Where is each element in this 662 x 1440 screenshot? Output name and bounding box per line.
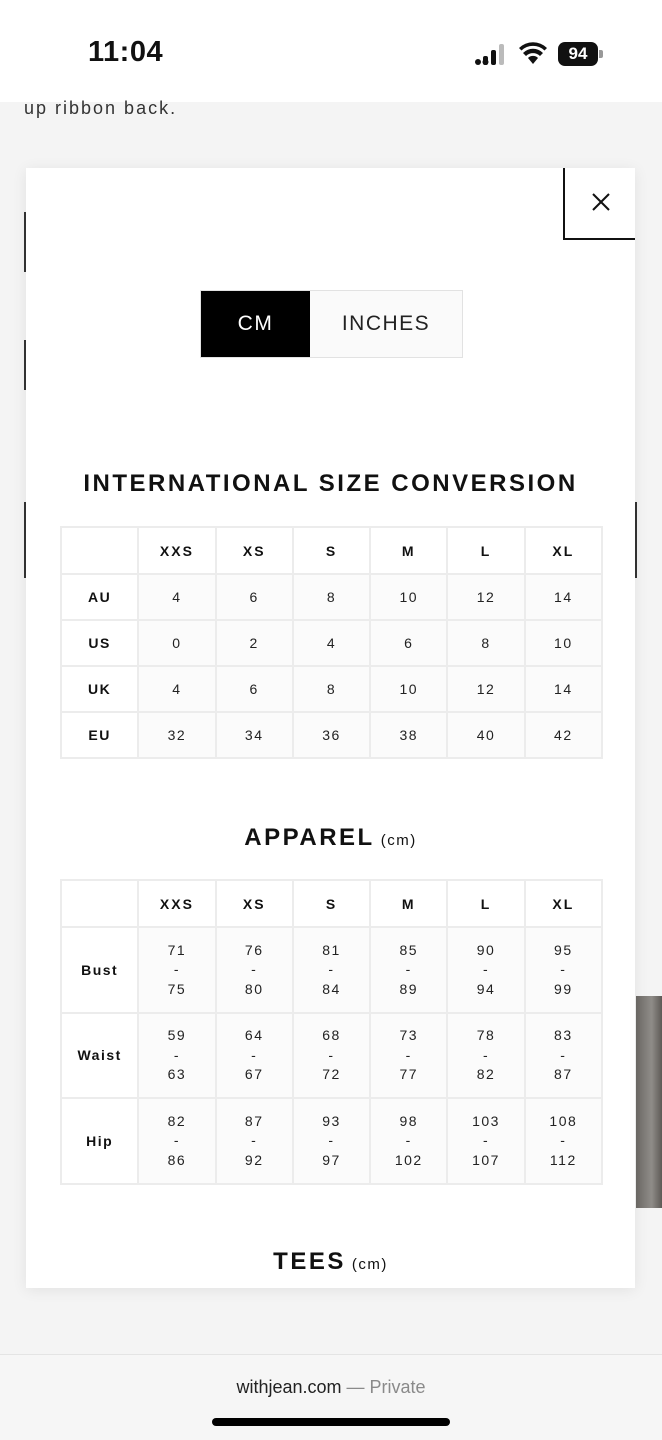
apparel-unit: (cm) xyxy=(380,832,417,849)
table-row xyxy=(61,574,602,620)
size-value-cell: 40 xyxy=(447,712,524,758)
region-label-cell: UK xyxy=(61,666,138,712)
table-row xyxy=(61,1013,602,1099)
range-min: 87 xyxy=(244,1112,264,1129)
table-corner-cell xyxy=(61,880,138,927)
region-label-cell: EU xyxy=(61,712,138,758)
measurement-label-cell: Bust xyxy=(61,927,138,1013)
range-max: 107 xyxy=(472,1151,500,1168)
tees-title-text: TEES xyxy=(273,1248,346,1275)
battery-icon xyxy=(558,42,604,66)
size-header-cell: XS xyxy=(216,880,293,927)
table-header-row xyxy=(61,527,602,574)
size-value-cell: 12 xyxy=(447,574,524,620)
unit-toggle xyxy=(200,290,463,358)
size-value-cell: 4 xyxy=(293,620,370,666)
measurement-range-cell xyxy=(216,927,293,1013)
measurement-range-cell xyxy=(293,1013,370,1099)
range-max: 112 xyxy=(549,1151,577,1168)
size-header-cell: XXS xyxy=(138,880,215,927)
measurement-range-cell xyxy=(293,927,370,1013)
measurement-range-cell xyxy=(216,1013,293,1099)
close-icon xyxy=(591,192,611,212)
international-size-title xyxy=(26,470,635,498)
range-max: 89 xyxy=(399,980,419,997)
background-product-image xyxy=(636,996,662,1208)
size-value-cell: 38 xyxy=(370,712,447,758)
range-max: 97 xyxy=(322,1151,341,1168)
status-bar xyxy=(0,0,662,102)
browser-url-bar[interactable] xyxy=(0,1377,662,1398)
range-min: 78 xyxy=(476,1027,496,1043)
size-guide-modal xyxy=(26,168,635,1288)
measurement-range-cell xyxy=(370,1013,447,1099)
measurement-range-cell xyxy=(447,927,524,1013)
home-indicator[interactable] xyxy=(212,1418,450,1426)
measurement-label-cell: Waist xyxy=(61,1013,138,1099)
tees-title xyxy=(26,1248,635,1276)
range-separator: - xyxy=(328,961,335,977)
range-min: 108 xyxy=(549,1112,578,1129)
range-max: 80 xyxy=(244,980,264,997)
size-value-cell: 6 xyxy=(216,574,293,620)
size-header-cell: M xyxy=(370,527,447,574)
battery-level: 94 xyxy=(558,42,598,66)
size-header-cell: XXS xyxy=(138,527,215,574)
measurement-range-cell xyxy=(216,1098,293,1184)
range-max: 102 xyxy=(394,1151,423,1168)
range-max: 82 xyxy=(476,1066,496,1082)
wifi-icon xyxy=(518,40,548,66)
measurement-range-cell xyxy=(447,1013,524,1099)
range-separator: - xyxy=(405,1046,412,1063)
range-separator: - xyxy=(251,1132,258,1148)
apparel-title xyxy=(26,824,635,852)
range-separator: - xyxy=(251,961,258,977)
size-header-cell: L xyxy=(447,880,524,927)
range-separator: - xyxy=(560,1046,567,1063)
measurement-range-cell xyxy=(138,927,215,1013)
international-size-table xyxy=(60,526,603,759)
tees-unit: (cm) xyxy=(351,1256,388,1273)
measurement-range-cell xyxy=(138,1013,215,1099)
range-min: 68 xyxy=(322,1027,341,1043)
measurement-range-cell xyxy=(447,1098,524,1184)
range-separator: - xyxy=(328,1132,335,1148)
size-value-cell: 2 xyxy=(216,620,293,666)
range-max: 84 xyxy=(322,980,341,997)
measurement-range-cell xyxy=(293,1098,370,1184)
range-min: 93 xyxy=(322,1112,341,1129)
range-max: 67 xyxy=(244,1066,264,1082)
range-min: 98 xyxy=(399,1112,419,1129)
range-min: 73 xyxy=(399,1027,419,1043)
unit-inches-button[interactable]: INCHES xyxy=(310,291,462,357)
size-value-cell: 32 xyxy=(138,712,215,758)
range-min: 81 xyxy=(322,941,341,958)
measurement-range-cell xyxy=(138,1098,215,1184)
size-header-cell: M xyxy=(370,880,447,927)
size-value-cell: 6 xyxy=(370,620,447,666)
range-separator: - xyxy=(560,961,567,977)
size-value-cell: 12 xyxy=(447,666,524,712)
range-separator: - xyxy=(405,961,412,977)
range-separator: - xyxy=(328,1046,335,1063)
range-separator: - xyxy=(482,961,490,977)
size-header-cell: XS xyxy=(216,527,293,574)
size-value-cell: 8 xyxy=(293,666,370,712)
range-max: 86 xyxy=(167,1151,187,1168)
size-header-cell: XL xyxy=(525,880,602,927)
range-separator: - xyxy=(405,1132,412,1148)
table-row xyxy=(61,712,602,758)
size-value-cell: 4 xyxy=(138,666,215,712)
size-value-cell: 34 xyxy=(216,712,293,758)
battery-tip xyxy=(599,50,603,58)
size-value-cell: 10 xyxy=(525,620,602,666)
range-separator: - xyxy=(251,1046,258,1063)
size-header-cell: XL xyxy=(525,527,602,574)
size-header-cell: L xyxy=(447,527,524,574)
range-min: 103 xyxy=(472,1112,500,1129)
table-row xyxy=(61,620,602,666)
size-value-cell: 10 xyxy=(370,666,447,712)
range-max: 99 xyxy=(554,980,573,997)
cellular-signal-icon xyxy=(474,42,508,66)
table-corner-cell xyxy=(61,527,138,574)
range-max: 77 xyxy=(399,1066,419,1082)
range-separator: - xyxy=(173,961,180,977)
measurement-range-cell xyxy=(370,927,447,1013)
table-row xyxy=(61,666,602,712)
range-max: 87 xyxy=(554,1066,573,1082)
size-value-cell: 42 xyxy=(525,712,602,758)
size-value-cell: 8 xyxy=(293,574,370,620)
unit-cm-button[interactable]: CM xyxy=(201,291,310,357)
range-min: 82 xyxy=(167,1112,187,1129)
status-time: 11:04 xyxy=(88,36,164,68)
range-min: 76 xyxy=(244,941,264,958)
size-value-cell: 8 xyxy=(447,620,524,666)
range-separator: - xyxy=(173,1132,180,1148)
range-separator: - xyxy=(560,1132,567,1148)
size-value-cell: 14 xyxy=(525,666,602,712)
range-max: 94 xyxy=(476,980,496,997)
international-size-title-text: INTERNATIONAL SIZE CONVERSION xyxy=(83,470,578,497)
size-header-cell: S xyxy=(293,880,370,927)
range-min: 95 xyxy=(554,941,573,958)
size-header-cell: S xyxy=(293,527,370,574)
table-row xyxy=(61,927,602,1013)
range-max: 92 xyxy=(244,1151,264,1168)
browser-private-mode: Private xyxy=(369,1377,426,1397)
browser-separator: — xyxy=(341,1377,370,1397)
close-button[interactable] xyxy=(563,168,635,240)
size-value-cell: 14 xyxy=(525,574,602,620)
browser-domain: withjean.com xyxy=(236,1377,342,1397)
table-row xyxy=(61,1098,602,1184)
range-separator: - xyxy=(173,1046,180,1063)
size-value-cell: 6 xyxy=(216,666,293,712)
size-value-cell: 4 xyxy=(138,574,215,620)
range-min: 83 xyxy=(554,1027,573,1043)
range-min: 85 xyxy=(399,941,419,958)
size-value-cell: 0 xyxy=(138,620,215,666)
range-min: 71 xyxy=(167,941,187,958)
background-description-text: up ribbon back. xyxy=(24,98,178,118)
table-header-row xyxy=(61,880,602,927)
region-label-cell: AU xyxy=(61,574,138,620)
apparel-title-text: APPAREL xyxy=(244,824,375,851)
background-edge xyxy=(635,502,637,578)
range-max: 72 xyxy=(322,1066,341,1082)
range-max: 63 xyxy=(167,1066,187,1082)
range-min: 90 xyxy=(476,941,496,958)
size-value-cell: 10 xyxy=(370,574,447,620)
range-max: 75 xyxy=(167,980,187,997)
range-separator: - xyxy=(482,1046,490,1063)
measurement-label-cell: Hip xyxy=(61,1098,138,1184)
measurement-range-cell xyxy=(525,1098,602,1184)
range-min: 64 xyxy=(244,1027,264,1043)
range-separator: - xyxy=(482,1132,490,1148)
measurement-range-cell xyxy=(525,927,602,1013)
measurement-range-cell xyxy=(525,1013,602,1099)
browser-bottom-bar xyxy=(0,1354,662,1440)
size-value-cell: 36 xyxy=(293,712,370,758)
apparel-size-table xyxy=(60,879,603,1185)
region-label-cell: US xyxy=(61,620,138,666)
measurement-range-cell xyxy=(370,1098,447,1184)
range-min: 59 xyxy=(167,1027,187,1043)
